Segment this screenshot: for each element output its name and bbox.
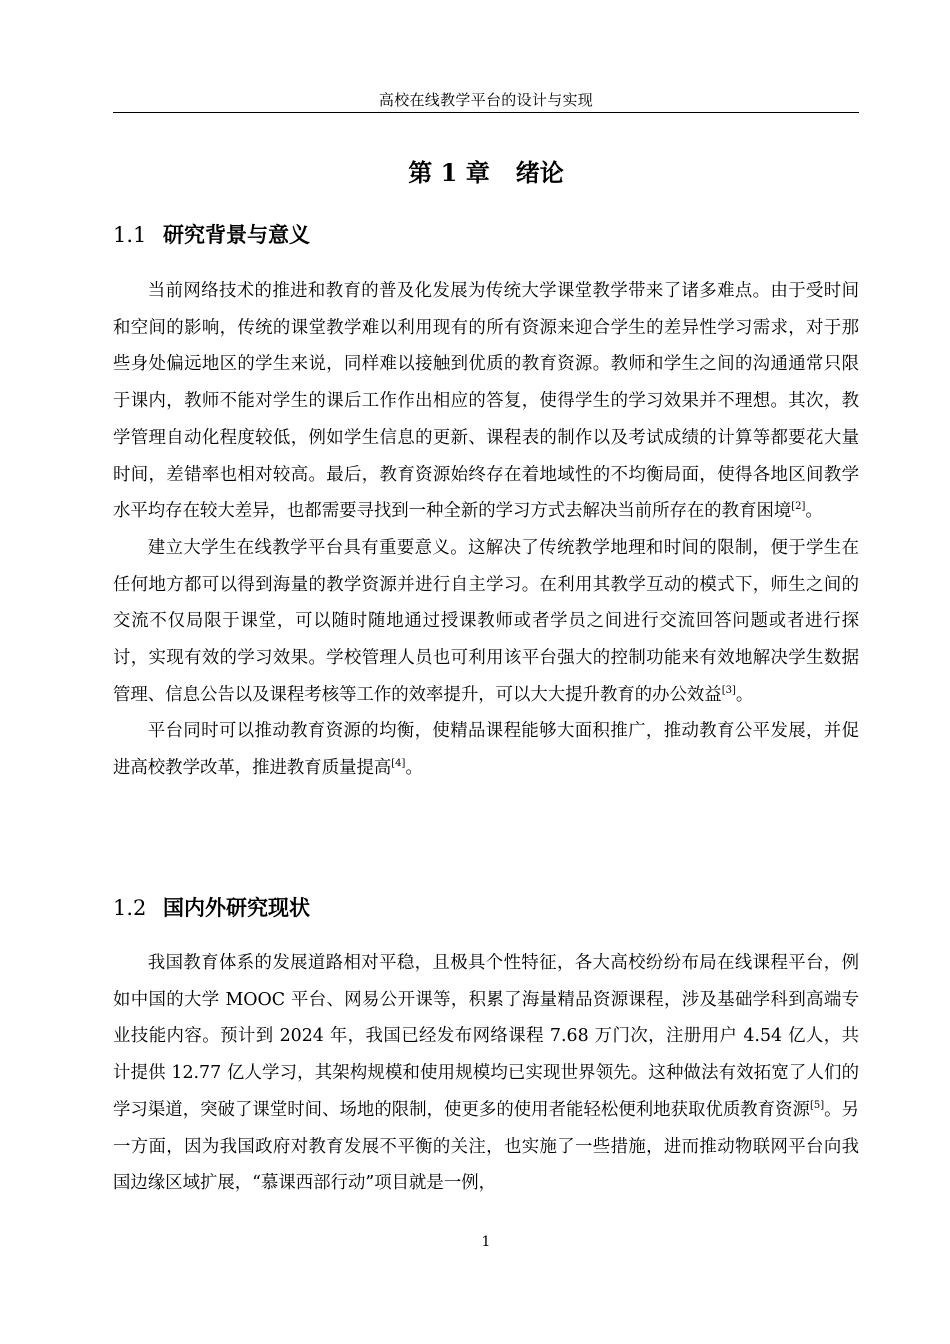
section-title: 研究背景与意义 <box>163 222 310 247</box>
section-heading-1-1 <box>113 220 859 250</box>
section-title: 国内外研究现状 <box>163 895 310 920</box>
paragraph-tail: 。 <box>805 501 823 522</box>
citation-ref: [3] <box>721 684 736 696</box>
page-number: 1 <box>481 1234 491 1250</box>
paragraph-text: 当前网络技术的推进和教育的普及化发展为传统大学课堂教学带来了诸多难点。由于受时间和空间的影响，传统的课堂教学难以利用现有的所有资源来迎合学生的差异性学习需求，对于那些身处偏远地区的学生来说，同样难以接触到优质的教育资源。教师和学生之间的沟通通常只限于课内，教师不能对学生的课后工作作出相应的答复，使得学生的学习效果并不理想。其次，教学管理自动化程度较低，例如学生信息的更新、课程表的制作以及考试成绩的计算等都要花大量时间，差错率也相对较高。最后，教育资源始终存在着地域性的不均衡局面，使得各地区间教学水平均存在较大差异，也都需要寻找到一种全新的学习方式去解决当前所存在的教育困境 <box>113 281 859 522</box>
section-body-1-1 <box>113 273 859 787</box>
paragraph-tail: 。 <box>405 758 423 779</box>
running-header: 高校在线教学平台的设计与实现 <box>378 91 594 109</box>
section-number: 1.1 <box>113 223 147 247</box>
paragraph-text: 我国教育体系的发展道路相对平稳，且极具个性特征，各大高校纷纷布局在线课程平台，例如中国的大学 MOOC 平台、网易公开课等，积累了海量精品资源课程，涉及基础学科到高端专业技能内容。预计到 2024 年，我国已经发布网络课程 7.68 万门次，注册用户 4.54 亿人，共计提供 12.77 亿人学习，其架构规模和使用规模均已实现世界领先。这种做法有效拓宽了人们的学习渠道，突破了课堂时间、场地的限制，使更多的使用者能轻松便利地获取优质教育资源 <box>113 953 859 1120</box>
citation-ref: [4] <box>391 758 406 770</box>
citation-ref: [5] <box>809 1099 825 1111</box>
paragraph <box>113 273 859 530</box>
citation-ref: [2] <box>791 501 806 513</box>
section-heading-1-2 <box>113 893 859 923</box>
paragraph-text: 平台同时可以推动教育资源的均衡，使精品课程能够大面积推广，推动教育公平发展，并促进高校教学改革，推进教育质量提高 <box>113 721 859 779</box>
paragraph-tail: 。另一方面，因为我国政府对教育发展不平衡的关注，也实施了一些措施，进而推动物联网平台向我国边缘区域扩展，“慕课西部行动”项目就是一例， <box>113 1099 859 1194</box>
paragraph <box>113 945 859 1202</box>
paragraph-tail: 。 <box>735 684 754 705</box>
header-rule <box>113 112 859 113</box>
chapter-title <box>113 155 859 191</box>
section-number: 1.2 <box>113 896 147 920</box>
paragraph-text: 建立大学生在线教学平台具有重要意义。这解决了传统教学地理和时间的限制，便于学生在任何地方都可以得到海量的教学资源并进行自主学习。在利用其教学互动的模式下，师生之间的交流不仅局限于课堂，可以随时随地通过授课教师或者学员之间进行交流回答问题或者进行探讨，实现有效的学习效果。学校管理人员也可利用该平台强大的控制功能来有效地解决学生数据管理、信息公告以及课程考核等工作的效率提升，可以大大提升教育的办公效益 <box>113 537 859 705</box>
paragraph <box>113 713 859 786</box>
chapter-name: 绪论 <box>515 158 564 187</box>
chapter-number: 第 1 章 <box>408 158 490 187</box>
paragraph <box>113 530 859 714</box>
section-body-1-2 <box>113 945 859 1202</box>
